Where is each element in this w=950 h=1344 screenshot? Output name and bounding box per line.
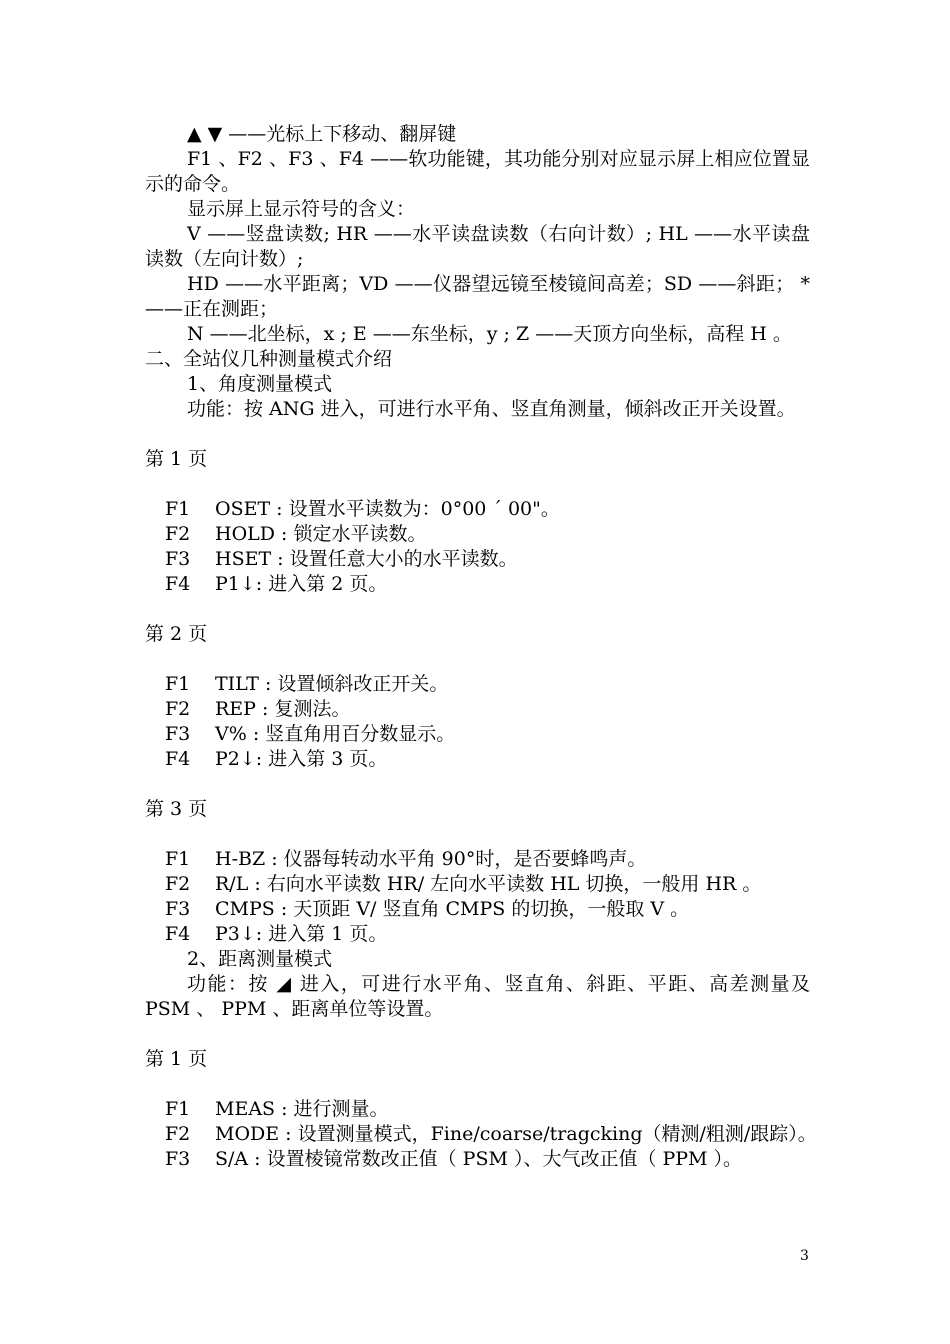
function-key-description: MEAS : 进行测量。: [215, 1098, 389, 1120]
text-line: 1、角度测量模式: [187, 373, 333, 395]
text-line: 第 2 页: [145, 623, 208, 645]
blank-line: [145, 472, 810, 497]
function-key-item: [165, 872, 810, 897]
function-key-item: [165, 497, 810, 522]
function-key-label: F3: [165, 548, 191, 570]
function-key-description: R/L : 右向水平读数 HR/ 左向水平读数 HL 切换，一般用 HR 。: [215, 873, 762, 895]
function-key-description: TILT : 设置倾斜改正开关。: [215, 673, 449, 695]
function-key-description: H-BZ : 仪器每转动水平角 90°时，是否要蜂鸣声。: [215, 848, 647, 870]
function-key-item: [165, 847, 810, 872]
text-paragraph: 功能：按 ANG 进入，可进行水平角、竖直角测量，倾斜改正开关设置。: [187, 398, 796, 420]
text-line: 二、全站仪几种测量模式介绍: [145, 348, 393, 370]
function-key-label: F3: [165, 1148, 191, 1170]
function-key-item: [165, 522, 810, 547]
function-key-description: P3↓: 进入第 1 页。: [215, 923, 388, 945]
function-key-item: [165, 722, 810, 747]
function-key-label: F1: [165, 848, 191, 870]
text-line: 第 1 页: [145, 1048, 208, 1070]
function-key-label: F4: [165, 573, 191, 595]
blank-line: [145, 772, 810, 797]
function-key-item: [165, 672, 810, 697]
function-key-label: F2: [165, 1123, 191, 1145]
text-paragraph: 功能：按 ◢ 进入，可进行水平角、竖直角、斜距、平距、高差测量及 PSM 、 PPM 、距离单位等设置。: [145, 973, 810, 1020]
text-paragraph: HD ——水平距离；VD ——仪器望远镜至棱镜间高差；SD ——斜距； * ——正在测距；: [145, 273, 810, 320]
function-key-item: [165, 897, 810, 922]
function-key-item: [165, 547, 810, 572]
blank-line: [145, 1072, 810, 1097]
blank-line: [145, 422, 810, 447]
function-key-description: CMPS : 天顶距 V/ 竖直角 CMPS 的切换，一般取 V 。: [215, 898, 690, 920]
function-key-label: F1: [165, 1098, 191, 1120]
function-key-label: F1: [165, 673, 191, 695]
function-key-item: [165, 922, 810, 947]
function-key-item: [165, 697, 810, 722]
function-key-description: P2↓: 进入第 3 页。: [215, 748, 388, 770]
function-key-description: HOLD : 锁定水平读数。: [215, 523, 427, 545]
function-key-item: [165, 1122, 817, 1147]
blank-line: [145, 1022, 810, 1047]
function-key-label: F3: [165, 723, 191, 745]
function-key-label: F1: [165, 498, 191, 520]
function-key-label: F3: [165, 898, 191, 920]
page-number: 3: [800, 1248, 809, 1264]
text-line: 显示屏上显示符号的含义：: [187, 198, 416, 220]
function-key-description: HSET : 设置任意大小的水平读数。: [215, 548, 518, 570]
function-key-item: [165, 1147, 810, 1172]
function-key-label: F2: [165, 873, 191, 895]
function-key-label: F2: [165, 523, 191, 545]
text-paragraph: F1 、F2 、F3 、F4 ——软功能键，其功能分别对应显示屏上相应位置显示的命令。: [145, 148, 810, 195]
text-line: 第 3 页: [145, 798, 208, 820]
function-key-item: [165, 1097, 810, 1122]
blank-line: [145, 597, 810, 622]
function-key-description: REP : 复测法。: [215, 698, 351, 720]
function-key-description: S/A : 设置棱镜常数改正值（ PSM ）、大气改正值（ PPM ）。: [215, 1148, 743, 1170]
text-line: ▲ ▼ ——光标上下移动、翻屏键: [187, 123, 457, 145]
function-key-label: F2: [165, 698, 191, 720]
blank-line: [145, 822, 810, 847]
function-key-label: F4: [165, 923, 191, 945]
function-key-description: P1↓: 进入第 2 页。: [215, 573, 388, 595]
function-key-description: MODE : 设置测量模式，Fine/coarse/tragcking（精测/粗测/跟踪）。: [215, 1123, 817, 1145]
text-paragraph: N ——北坐标，x ; E ——东坐标，y ; Z ——天顶方向坐标，高程 H 。: [187, 323, 792, 345]
text-paragraph: V ——竖盘读数; HR ——水平读盘读数（右向计数）; HL ——水平读盘读数（左向计数）;: [145, 223, 810, 270]
function-key-description: V% : 竖直角用百分数显示。: [215, 723, 456, 745]
document-body: [145, 122, 817, 1172]
blank-line: [145, 647, 810, 672]
function-key-item: [165, 747, 810, 772]
text-line: 2、距离测量模式: [187, 948, 333, 970]
function-key-item: [165, 572, 810, 597]
text-line: 第 1 页: [145, 448, 208, 470]
function-key-label: F4: [165, 748, 191, 770]
function-key-description: OSET : 设置水平读数为：0°00 ´ 00"。: [215, 498, 560, 520]
